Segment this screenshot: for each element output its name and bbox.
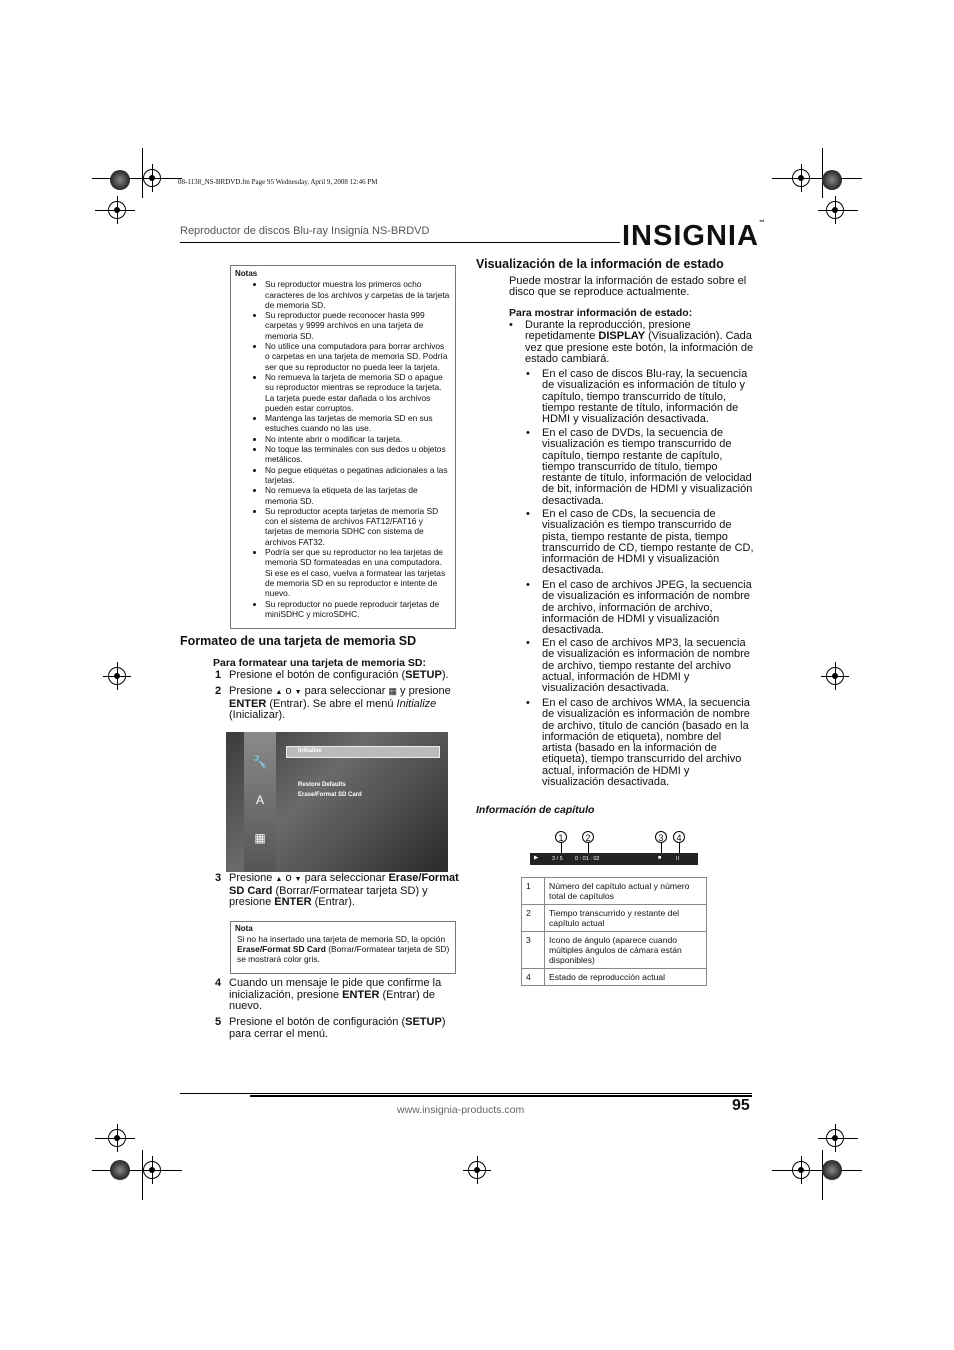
down-arrow-icon: ▼ [294, 689, 302, 696]
language-icon: A [255, 793, 264, 807]
callout-3: 3 [655, 831, 667, 843]
file-info: 08-1138_NS-BRDVD.fm Page 95 Wednesday, April 9, 2008 12:46 PM [178, 178, 378, 186]
list-item: • En el caso de archivos MP3, la secuencia de visualización es información de nombre de archivo, tiempo restante del archivo actual, información de HDMI y visualización desactivada. [542, 638, 754, 694]
list-item: • Su reproductor acepta tarjetas de memoria SD con el sistema de archivos FAT12/FAT16 y tarjetas de memoria SDHC con sistema de archivos FAT32. [265, 506, 451, 547]
initialize-menu-screenshot [226, 732, 448, 872]
pause-icon: II [676, 856, 680, 862]
chapter-status-bar [530, 853, 698, 865]
callout-4: 4 [673, 831, 685, 843]
crop-mark [142, 148, 143, 198]
crop-mark [822, 148, 823, 198]
registration-dot-icon [110, 1160, 130, 1180]
crosshair-icon [792, 169, 810, 187]
registration-dot-icon [822, 1160, 842, 1180]
crosshair-icon [826, 1129, 844, 1147]
crop-mark [772, 178, 862, 179]
running-head: Reproductor de discos Blu-ray Insignia NS-BRDVD [180, 225, 430, 237]
chapter-caption: Información de capítulo [476, 804, 595, 816]
list-item: • No utilice una computadora para borrar archivos o carpetas en una tarjeta de memoria SD. Podría ser que su reproductor no pueda leer la tarjeta. [265, 341, 451, 372]
table-row: 2 Tiempo transcurrido y restante del capítulo actual [522, 905, 707, 932]
status-subheading: Para mostrar información de estado: [509, 307, 693, 319]
down-arrow-icon: ▼ [294, 876, 302, 883]
crosshair-icon [143, 1161, 161, 1179]
step-5: 5 Presione el botón de configuración (SETUP) para cerrar el menú. [215, 1016, 446, 1040]
callout-1: 1 [555, 831, 567, 843]
callout-2: 2 [582, 831, 594, 843]
step-2: 2 Presione ▲ o ▼ para seleccionar ▦ y presione ENTER (Entrar). Se abre el menú Initialize (Inicializar). [215, 685, 451, 721]
crosshair-icon [792, 1161, 810, 1179]
table-row: 3 Icono de ángulo (aparece cuando múltiples ángulos de cámara están disponibles) [522, 932, 707, 969]
registration-dot-icon [110, 170, 130, 190]
footer-rule [180, 1093, 752, 1094]
up-arrow-icon: ▲ [275, 876, 283, 883]
table-row: 1 Número del capítulo actual y número total de capítulos [522, 878, 707, 905]
crosshair-icon [826, 201, 844, 219]
chapter-icon: ▶ [534, 855, 539, 861]
crosshair-icon [108, 1129, 126, 1147]
registration-dot-icon [822, 170, 842, 190]
insignia-logo: INSIGNIA™ [622, 220, 766, 252]
list-item: • Su reproductor no puede reproducir tarjetas de miniSDHC y microSDHC. [265, 599, 451, 620]
list-item: • Mantenga las tarjetas de memoria SD en sus estuches cuando no las use. [265, 413, 451, 434]
format-subheading: Para formatear una tarjeta de memoria SD: [213, 657, 426, 669]
list-item: • En el caso de archivos WMA, la secuencia de visualización es información de nombre de archivo, título de canción (basado en la información de etiqueta), nombre del artista (basado en la información de etiqueta), tiempo transcurrido del archivo actual, información de HDMI y visualización desactivada. [542, 698, 754, 788]
status-heading: Visualización de la información de estado [476, 257, 724, 271]
restore-defaults-item: Restore Defaults [298, 782, 346, 788]
step-4: 4 Cuando un mensaje le pide que confirme la inicialización, presione ENTER (Entrar) de nuevo. [215, 977, 442, 1012]
list-item: • En el caso de discos Blu-ray, la secuencia de visualización es información de título y capítulo, tiempo transcurrido de título, tiempo restante de título, información de HDMI y visualización desactivada. [542, 369, 754, 425]
list-item: • Su reproductor muestra los primeros ocho caracteres de los archivos y carpetas de la tarjeta de memoria SD. [265, 279, 451, 310]
list-item: • No toque las terminales con sus dedos u objetos metálicos. [265, 444, 451, 465]
status-intro: Puede mostrar la información de estado sobre el disco que se reproduce actualmente. [509, 275, 747, 299]
chapter-count: 3 / 5 [552, 856, 563, 862]
page-number: 95 [732, 1097, 750, 1114]
up-arrow-icon: ▲ [275, 689, 283, 696]
list-item: • No intente abrir o modificar la tarjeta. [265, 434, 451, 444]
list-item: • No remueva la tarjeta de memoria SD o apague su reproductor mientras se reproduce la tarjeta. La tarjeta puede estar dañada o los archivos pueden estar corruptos. [265, 372, 451, 413]
note-box [230, 921, 456, 974]
wrench-icon: 🔧 [252, 755, 268, 769]
list-item: • En el caso de DVDs, la secuencia de visualización es tiempo transcurrido de capítulo, tiempo restante de capítulo, tiempo transcurrido de título, tiempo restante de título, información de velocidad de bit, información de HDMI y visualización desactivada. [542, 428, 754, 507]
crosshair-icon [826, 667, 844, 685]
list-item: • No remueva la etiqueta de las tarjetas de memoria SD. [265, 485, 451, 506]
format-heading: Formateo de una tarjeta de memoria SD [180, 634, 417, 648]
notes-title: Notas [235, 269, 258, 278]
angle-icon: ■ [658, 855, 662, 861]
chapter-time: 0 : 01 : 02 [575, 856, 600, 862]
table-row: 4 Estado de reproducción actual [522, 969, 707, 986]
list-item: • En el caso de archivos JPEG, la secuencia de visualización es información de nombre de archivo, información de archivo, información de HDMI y visualización desactivada. [542, 580, 754, 636]
crosshair-icon [108, 201, 126, 219]
crop-mark [92, 1170, 182, 1171]
crosshair-icon [108, 667, 126, 685]
chapter-info-table [521, 877, 707, 986]
sd-card-icon: ▦ [388, 686, 397, 696]
notes-box [230, 265, 456, 629]
crosshair-icon [143, 169, 161, 187]
list-item: • Podría ser que su reproductor no lea tarjetas de memoria SD formateadas en una computadora. Si ese es el caso, vuelva a formatear las tarjetas de memoria SD en su reproductor e intente de nuevo. [265, 547, 451, 598]
list-item: • En el caso de CDs, la secuencia de visualización es tiempo transcurrido de pista, tiempo restante de pista, tiempo transcurrido de CD, tiempo restante de CD, información de HDMI y visualización desactivada. [542, 509, 754, 577]
step-1: 1 Presione el botón de configuración (SETUP). [215, 669, 449, 681]
crop-mark [772, 1170, 862, 1171]
footer-rule [250, 1095, 752, 1097]
note-text: Si no ha insertado una tarjeta de memoria SD, la opción Erase/Format SD Card (Borrar/Formatear tarjeta de SD) se mostrará color gris. [237, 934, 450, 964]
note-title: Nota [235, 924, 253, 933]
crop-mark [142, 1150, 143, 1200]
footer-url: www.insignia-products.com [397, 1104, 525, 1116]
notes-list [235, 279, 451, 619]
header-rule [180, 242, 620, 243]
menu-title: Initialize [298, 748, 322, 754]
sd-card-icon: ▦ [254, 831, 266, 845]
erase-format-item: Erase/Format SD Card [298, 792, 362, 798]
step-3: 3 Presione ▲ o ▼ para seleccionar Erase/Format SD Card (Borrar/Formatear tarjeta SD) y presione ENTER (Entrar). [215, 872, 459, 908]
list-item: • Su reproductor puede reconocer hasta 999 carpetas y 9999 archivos en una tarjeta de memoria SD. [265, 310, 451, 341]
list-item: • Durante la reproducción, presione repetidamente DISPLAY (Visualización). Cada vez que presione este botón, la información de estado cambiará. [525, 320, 755, 365]
list-item: • No pegue etiquetas o pegatinas adicionales a las tarjetas. [265, 465, 451, 486]
crop-mark [92, 178, 182, 179]
crosshair-icon [468, 1161, 486, 1179]
